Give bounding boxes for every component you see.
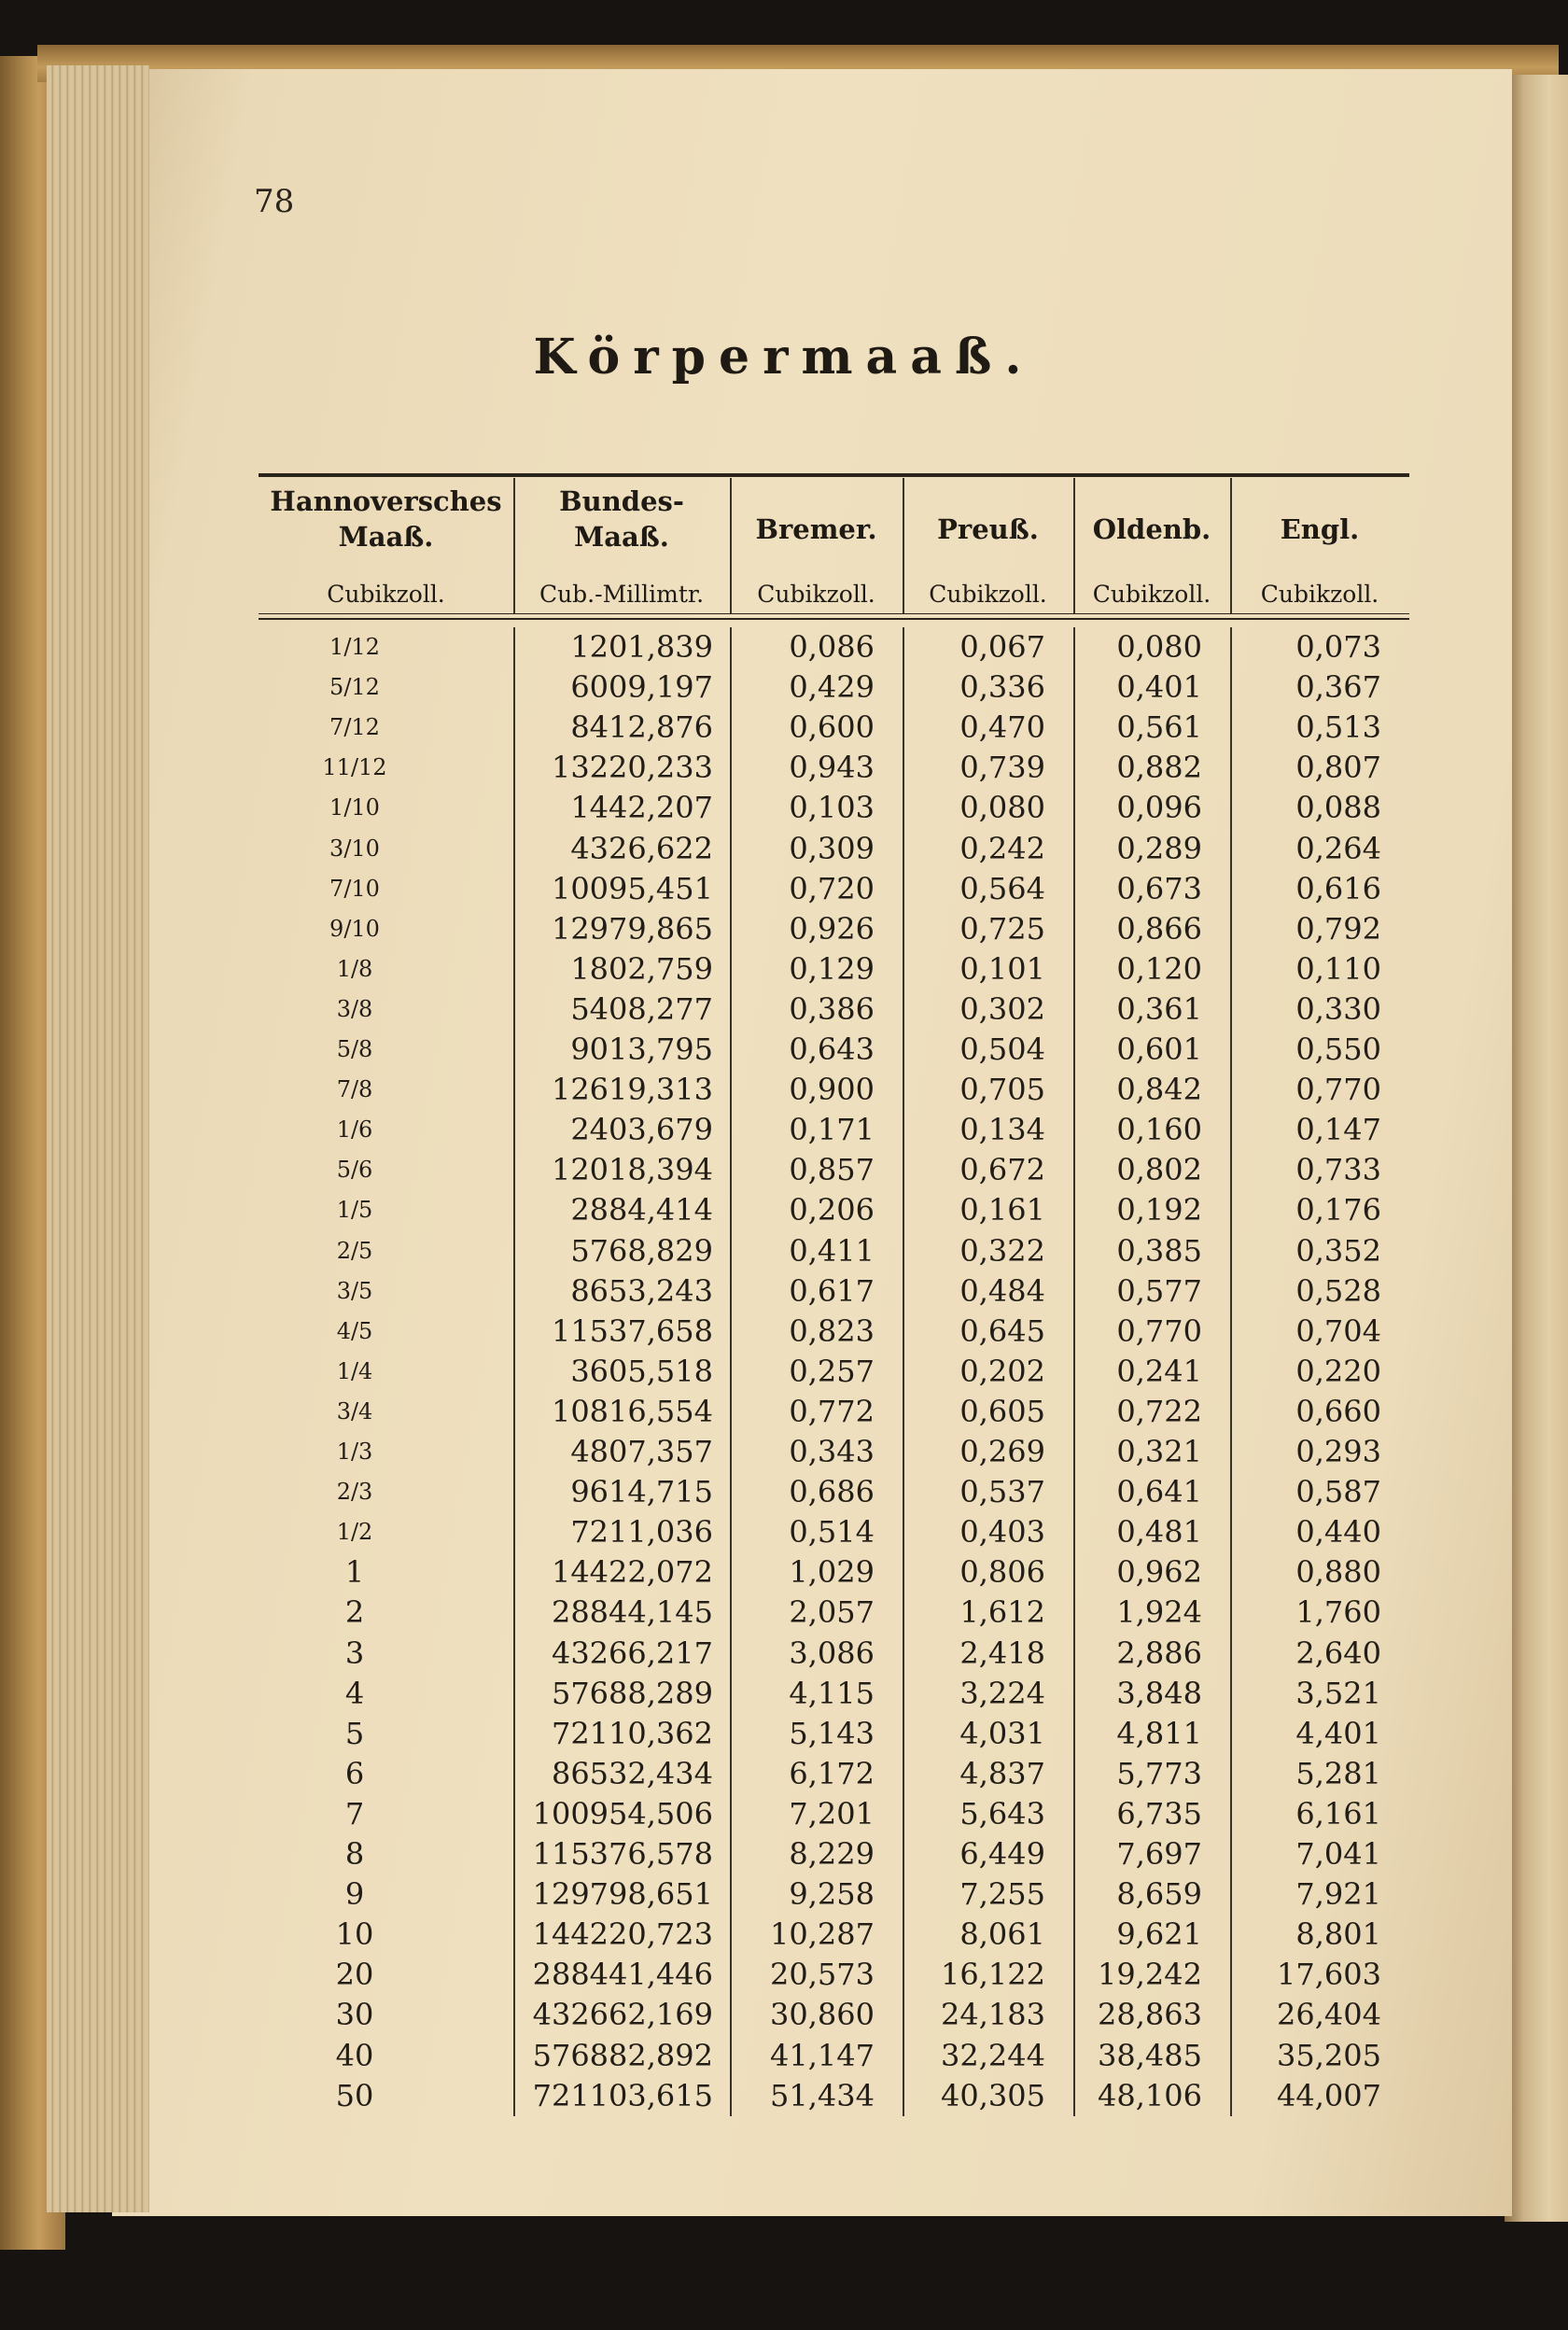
- row-label: 5/8: [336, 1036, 373, 1062]
- row-label: 5: [344, 1715, 365, 1751]
- table-cell: 10,287: [770, 1916, 875, 1953]
- table-cell: 17,603: [1277, 1957, 1381, 1993]
- table-cell: 19,242: [1098, 1957, 1202, 1993]
- table-cell: 0,806: [959, 1554, 1045, 1591]
- table-cell: 5,643: [959, 1795, 1045, 1832]
- column-unit-3: Cubikzoll.: [929, 581, 1047, 608]
- table-cell: 2,418: [959, 1635, 1045, 1671]
- table-cell: 0,857: [789, 1152, 875, 1188]
- table-cell: 0,792: [1295, 910, 1381, 947]
- table-cell: 4,401: [1295, 1715, 1381, 1751]
- table-top-rule: [259, 473, 1409, 477]
- table-cell: 1,029: [789, 1554, 875, 1591]
- row-label: 3/4: [336, 1397, 373, 1425]
- table-header-rule-double: [259, 618, 1409, 620]
- row-label: 1/5: [336, 1197, 373, 1224]
- column-header-2: Bremer.: [755, 513, 877, 545]
- facing-page-edge: [1505, 75, 1568, 2222]
- table-cell: 0,725: [959, 910, 1045, 947]
- table-cell: 7211,036: [570, 1514, 713, 1551]
- table-cell: 4807,357: [570, 1434, 713, 1469]
- table-cell: 0,577: [1116, 1272, 1202, 1309]
- table-cell: 1,760: [1295, 1594, 1381, 1631]
- row-label: 1/6: [336, 1116, 373, 1144]
- column-unit-5: Cubikzoll.: [1260, 581, 1379, 608]
- table-cell: 0,823: [789, 1312, 875, 1349]
- row-label: 2: [344, 1594, 365, 1631]
- table-cell: 0,733: [1295, 1152, 1381, 1188]
- table-cell: 8412,876: [570, 709, 713, 746]
- row-label: 50: [335, 2077, 374, 2113]
- table-cell: 0,943: [789, 750, 875, 786]
- table-cell: 5,281: [1295, 1755, 1381, 1791]
- table-cell: 4,115: [789, 1675, 875, 1711]
- table-cell: 0,720: [789, 870, 875, 906]
- table-cell: 0,770: [1116, 1312, 1202, 1349]
- table-cell: 0,206: [789, 1192, 875, 1228]
- table-cell: 0,120: [1116, 950, 1202, 987]
- table-cell: 0,504: [959, 1032, 1045, 1067]
- table-cell: 0,866: [1116, 910, 1202, 947]
- column-header-5: Engl.: [1280, 513, 1360, 545]
- row-label: 5/6: [336, 1157, 373, 1184]
- table-cell: 100954,506: [532, 1795, 713, 1832]
- table-cell: 0,147: [1295, 1112, 1381, 1148]
- table-cell: 8,061: [959, 1916, 1045, 1953]
- table-cell: 0,242: [959, 830, 1045, 866]
- table-cell: 0,587: [1295, 1474, 1381, 1510]
- table-cell: 0,550: [1295, 1032, 1381, 1067]
- table-cell: 0,739: [959, 750, 1045, 786]
- table-cell: 0,192: [1116, 1192, 1202, 1228]
- table-cell: 24,183: [941, 1997, 1045, 2033]
- column-unit-4: Cubikzoll.: [1092, 581, 1211, 608]
- table-cell: 0,385: [1116, 1232, 1202, 1269]
- row-label: 4: [344, 1675, 365, 1711]
- table-cell: 3605,518: [570, 1353, 713, 1389]
- table-cell: 0,411: [789, 1232, 875, 1269]
- table-cell: 0,601: [1116, 1032, 1202, 1067]
- table-cell: 0,528: [1295, 1272, 1381, 1309]
- row-label: 30: [335, 1997, 374, 2033]
- table-cell: 7,041: [1295, 1836, 1381, 1872]
- table-cell: 0,202: [959, 1353, 1045, 1389]
- column-divider: [1230, 478, 1232, 613]
- column-divider: [903, 478, 904, 613]
- table-cell: 6,735: [1116, 1795, 1202, 1832]
- table-cell: 10095,451: [551, 870, 713, 906]
- table-cell: 0,220: [1295, 1353, 1381, 1389]
- row-label: 40: [335, 2037, 374, 2073]
- row-label: 1/8: [336, 955, 373, 982]
- table-cell: 2,886: [1116, 1635, 1202, 1671]
- row-label: 1/4: [336, 1357, 373, 1384]
- page-title: Körpermaaß.: [533, 329, 1035, 386]
- table-cell: 13220,233: [551, 750, 713, 786]
- table-cell: 43266,217: [551, 1635, 713, 1671]
- table-cell: 6,449: [959, 1836, 1045, 1872]
- column-unit-1: Cub.-Millimtr.: [539, 581, 705, 608]
- table-cell: 6009,197: [570, 669, 713, 706]
- table-cell: 0,134: [959, 1112, 1045, 1148]
- table-cell: 0,322: [959, 1232, 1045, 1269]
- row-label: 2/5: [336, 1237, 373, 1264]
- table-cell: 9,621: [1116, 1916, 1202, 1953]
- table-cell: 0,293: [1295, 1434, 1381, 1469]
- table-cell: 0,386: [789, 990, 875, 1027]
- table-cell: 0,343: [789, 1434, 875, 1469]
- row-label: 1/2: [336, 1519, 373, 1546]
- table-cell: 40,305: [941, 2077, 1045, 2113]
- table-cell: 4,811: [1116, 1715, 1202, 1751]
- table-cell: 3,224: [959, 1675, 1045, 1711]
- table-cell: 11537,658: [551, 1312, 713, 1349]
- table-cell: 1802,759: [570, 950, 713, 987]
- table-cell: 7,201: [789, 1795, 875, 1832]
- row-label: 2/3: [336, 1479, 373, 1506]
- table-cell: 0,330: [1295, 990, 1381, 1027]
- table-cell: 0,161: [959, 1192, 1045, 1228]
- row-label: 1/12: [329, 634, 380, 660]
- table-cell: 0,605: [959, 1393, 1045, 1429]
- table-cell: 0,086: [789, 629, 875, 665]
- table-cell: 9,258: [789, 1876, 875, 1913]
- table-cell: 1442,207: [570, 790, 713, 826]
- table-cell: 7,255: [959, 1876, 1045, 1913]
- table-cell: 28844,145: [551, 1594, 713, 1631]
- table-cell: 0,564: [959, 870, 1045, 906]
- table-cell: 0,352: [1295, 1232, 1381, 1269]
- table-cell: 4,837: [959, 1755, 1045, 1791]
- table-cell: 0,264: [1295, 830, 1381, 866]
- table-cell: 0,309: [789, 830, 875, 866]
- table-cell: 8653,243: [570, 1272, 713, 1309]
- table-cell: 0,080: [959, 790, 1045, 826]
- table-cell: 0,289: [1116, 830, 1202, 866]
- row-label: 1/10: [329, 794, 380, 821]
- column-header-3: Preuß.: [937, 513, 1039, 545]
- table-cell: 0,160: [1116, 1112, 1202, 1148]
- table-cell: 0,361: [1116, 990, 1202, 1027]
- table-cell: 12979,865: [551, 910, 713, 947]
- table-cell: 0,672: [959, 1152, 1045, 1188]
- row-label: 8: [344, 1836, 365, 1872]
- row-label: 7/10: [329, 875, 380, 902]
- table-cell: 12619,313: [551, 1072, 713, 1108]
- table-cell: 0,171: [789, 1112, 875, 1148]
- table-cell: 0,101: [959, 950, 1045, 987]
- table-cell: 3,086: [789, 1635, 875, 1671]
- table-cell: 5768,829: [570, 1232, 713, 1269]
- table-cell: 16,122: [941, 1957, 1045, 1993]
- table-cell: 0,842: [1116, 1072, 1202, 1108]
- table-cell: 0,080: [1116, 629, 1202, 665]
- table-cell: 1201,839: [570, 629, 713, 665]
- table-cell: 0,336: [959, 669, 1045, 706]
- row-label: 5/12: [329, 674, 380, 701]
- table-cell: 2403,679: [570, 1112, 713, 1148]
- table-cell: 0,561: [1116, 709, 1202, 746]
- table-cell: 288441,446: [532, 1957, 713, 1993]
- table-cell: 0,302: [959, 990, 1045, 1027]
- table-cell: 0,470: [959, 709, 1045, 746]
- row-label: 20: [335, 1957, 374, 1993]
- table-cell: 721103,615: [532, 2077, 713, 2113]
- table-cell: 0,770: [1295, 1072, 1381, 1108]
- table-cell: 0,513: [1295, 709, 1381, 746]
- table-cell: 7,697: [1116, 1836, 1202, 1872]
- table-cell: 0,772: [789, 1393, 875, 1429]
- table-cell: 576882,892: [532, 2037, 713, 2073]
- table-cell: 1,924: [1116, 1594, 1202, 1631]
- table-cell: 30,860: [770, 1997, 875, 2033]
- page-number: 78: [254, 183, 295, 220]
- table-cell: 0,269: [959, 1434, 1045, 1469]
- table-cell: 0,643: [789, 1032, 875, 1067]
- table-cell: 115376,578: [532, 1836, 713, 1872]
- table-cell: 0,704: [1295, 1312, 1381, 1349]
- row-label: 6: [344, 1755, 365, 1791]
- table-cell: 0,673: [1116, 870, 1202, 906]
- table-cell: 0,882: [1116, 750, 1202, 786]
- table-cell: 32,244: [941, 2037, 1045, 2073]
- table-cell: 5,773: [1116, 1755, 1202, 1791]
- table-cell: 0,241: [1116, 1353, 1202, 1389]
- table-cell: 2,640: [1295, 1635, 1381, 1671]
- table-cell: 9013,795: [570, 1032, 713, 1067]
- table-cell: 1,612: [959, 1594, 1045, 1631]
- table-cell: 0,481: [1116, 1514, 1202, 1551]
- table-cell: 0,641: [1116, 1474, 1202, 1510]
- table-cell: 432662,169: [532, 1997, 713, 2033]
- table-header-rule: [259, 613, 1409, 614]
- row-label: 3/5: [336, 1277, 373, 1304]
- row-label: 3/10: [329, 835, 380, 862]
- row-label: 1: [344, 1554, 365, 1591]
- row-label: 4/5: [336, 1317, 373, 1344]
- table-cell: 0,617: [789, 1272, 875, 1309]
- row-label: 7/8: [336, 1076, 373, 1103]
- table-cell: 0,257: [789, 1353, 875, 1389]
- row-label: 11/12: [322, 754, 387, 781]
- table-cell: 72110,362: [551, 1715, 713, 1751]
- table-cell: 6,161: [1295, 1795, 1381, 1832]
- table-cell: 5,143: [789, 1715, 875, 1751]
- column-header-1: Bundes-Maaß.: [559, 485, 684, 553]
- table-cell: 129798,651: [532, 1876, 713, 1913]
- table-cell: 8,659: [1116, 1876, 1202, 1913]
- column-divider: [1073, 478, 1075, 613]
- table-cell: 4,031: [959, 1715, 1045, 1751]
- table-cell: 0,616: [1295, 870, 1381, 906]
- column-unit-0: Cubikzoll.: [327, 581, 445, 608]
- table-cell: 0,686: [789, 1474, 875, 1510]
- table-cell: 7,921: [1295, 1876, 1381, 1913]
- table-cell: 51,434: [770, 2077, 875, 2113]
- table-cell: 26,404: [1277, 1997, 1381, 2033]
- table-cell: 144220,723: [532, 1916, 713, 1953]
- table-cell: 9614,715: [570, 1474, 713, 1510]
- table-cell: 2,057: [789, 1594, 875, 1631]
- table-cell: 28,863: [1098, 1997, 1202, 2033]
- table-cell: 0,176: [1295, 1192, 1381, 1228]
- table-cell: 0,926: [789, 910, 875, 947]
- row-label: 3: [344, 1635, 365, 1671]
- row-label: 3/8: [336, 995, 373, 1022]
- column-header-0: Hannoversches Maaß.: [270, 485, 502, 553]
- table-cell: 38,485: [1098, 2037, 1202, 2073]
- row-label: 9/10: [329, 915, 380, 942]
- table-cell: 41,147: [770, 2037, 875, 2073]
- table-cell: 0,321: [1116, 1434, 1202, 1469]
- table-cell: 4326,622: [570, 830, 713, 866]
- table-cell: 8,229: [789, 1836, 875, 1872]
- table-cell: 0,802: [1116, 1152, 1202, 1188]
- table-cell: 14422,072: [551, 1554, 713, 1591]
- table-cell: 20,573: [770, 1957, 875, 1993]
- row-label: 7/12: [329, 714, 380, 741]
- table-cell: 0,900: [789, 1072, 875, 1108]
- table-cell: 0,429: [789, 669, 875, 706]
- table-cell: 3,521: [1295, 1675, 1381, 1711]
- table-cell: 44,007: [1277, 2077, 1381, 2113]
- table-cell: 86532,434: [551, 1755, 713, 1791]
- row-label: 1/3: [336, 1439, 373, 1465]
- table-cell: 0,880: [1295, 1554, 1381, 1591]
- column-header-4: Oldenb.: [1092, 513, 1211, 545]
- table-cell: 35,205: [1277, 2037, 1381, 2073]
- table-cell: 0,073: [1295, 629, 1381, 665]
- table-cell: 0,600: [789, 709, 875, 746]
- table-cell: 5408,277: [570, 990, 713, 1027]
- table-cell: 57688,289: [551, 1675, 713, 1711]
- row-label: 7: [344, 1795, 365, 1832]
- table-cell: 0,403: [959, 1514, 1045, 1551]
- table-cell: 12018,394: [551, 1152, 713, 1188]
- table-cell: 0,067: [959, 629, 1045, 665]
- table-cell: 0,807: [1295, 750, 1381, 786]
- table-cell: 0,484: [959, 1272, 1045, 1309]
- row-label: 10: [335, 1916, 374, 1953]
- table-cell: 2884,414: [570, 1192, 713, 1228]
- table-cell: 10816,554: [551, 1393, 713, 1429]
- table-cell: 0,537: [959, 1474, 1045, 1510]
- table-cell: 0,103: [789, 790, 875, 826]
- table-cell: 0,096: [1116, 790, 1202, 826]
- table-cell: 0,514: [789, 1514, 875, 1551]
- table-cell: 0,645: [959, 1312, 1045, 1349]
- table-cell: 0,088: [1295, 790, 1381, 826]
- table-cell: 0,110: [1295, 950, 1381, 987]
- table-cell: 3,848: [1116, 1675, 1202, 1711]
- table-cell: 0,660: [1295, 1393, 1381, 1429]
- table-cell: 0,440: [1295, 1514, 1381, 1551]
- table-cell: 0,401: [1116, 669, 1202, 706]
- column-divider: [513, 478, 515, 613]
- table-cell: 0,962: [1116, 1554, 1202, 1591]
- page-stack-edge: [47, 65, 149, 2212]
- table-cell: 0,705: [959, 1072, 1045, 1108]
- table-cell: 0,367: [1295, 669, 1381, 706]
- table-cell: 6,172: [789, 1755, 875, 1791]
- column-divider: [730, 478, 732, 613]
- table-cell: 0,722: [1116, 1393, 1202, 1429]
- row-label: 9: [344, 1876, 365, 1913]
- table-cell: 0,129: [789, 950, 875, 987]
- table-cell: 8,801: [1295, 1916, 1381, 1953]
- table-cell: 48,106: [1098, 2077, 1202, 2113]
- column-unit-2: Cubikzoll.: [757, 581, 875, 608]
